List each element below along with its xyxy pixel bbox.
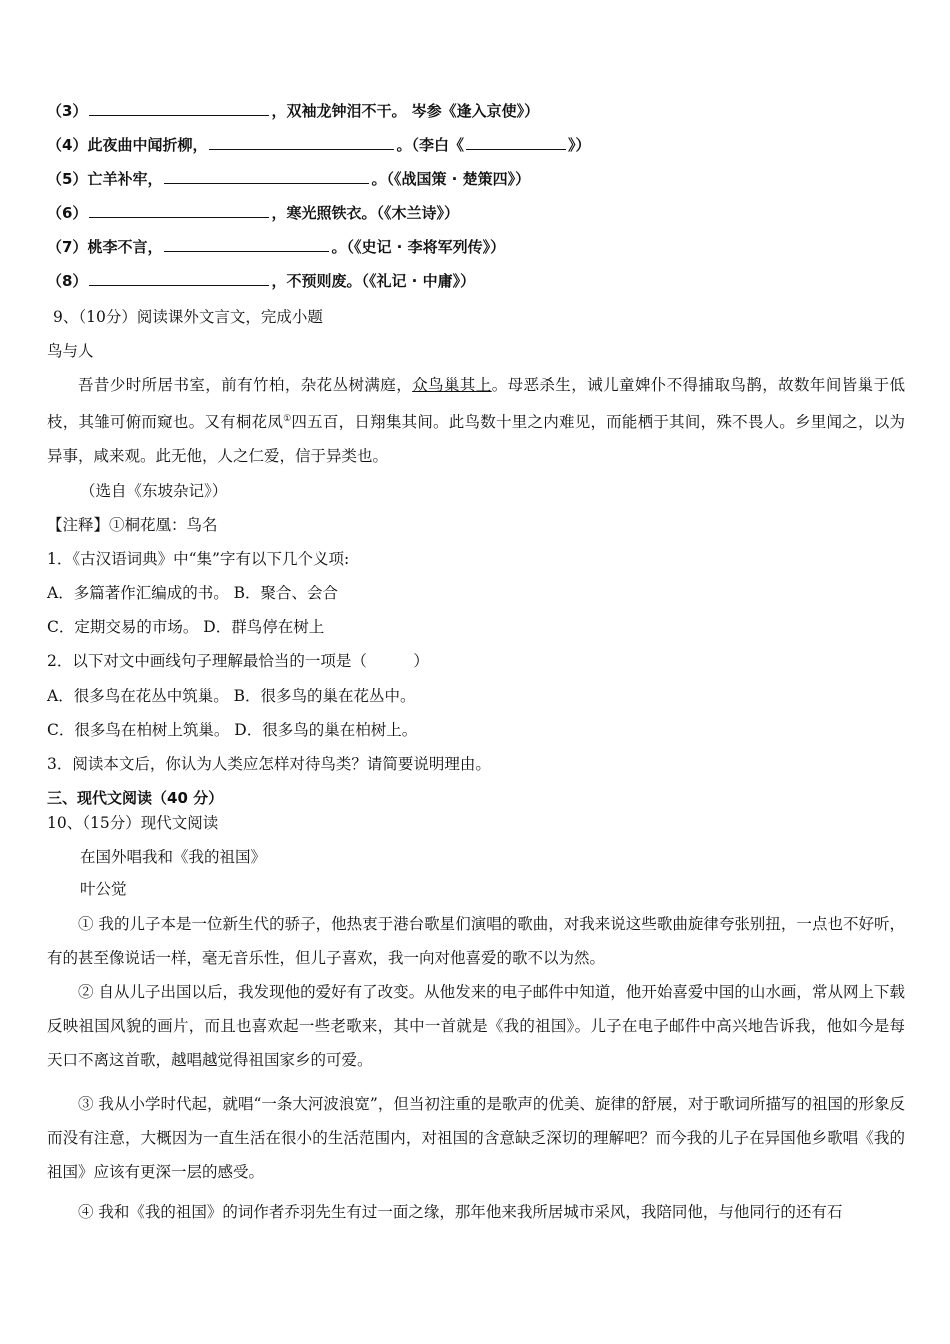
- answer-blank[interactable]: [89, 203, 269, 218]
- item-number: （8）: [47, 272, 88, 290]
- item-text: ，寒光照铁衣。（《木兰诗》）: [271, 204, 459, 222]
- passage-text: 吾昔少时所居书室，前有竹柏，杂花丛树满庭，: [78, 376, 413, 394]
- article-title: 在国外唱我和《我的祖国》: [80, 848, 267, 866]
- item-text: 。（《史记 · 李将军列传》）: [331, 238, 506, 256]
- sub-question-2: 2．以下对文中画线句子理解最恰当的一项是（ ）: [47, 652, 429, 670]
- answer-blank[interactable]: [164, 237, 329, 252]
- item-text: 。（《战国策 · 楚策四》）: [371, 170, 531, 188]
- passage-text: 。母恶杀生，诫儿童婢仆不得捕取鸟鹊，故数年间皆巢于低枝，其雏可俯而窥也。又有桐花凤: [47, 376, 905, 432]
- article-paragraph-4: ④ 我和《我的祖国》的词作者乔羽先生有过一面之缘，那年他来我所居城市采风，我陪同他，与他同行的还有石: [78, 1203, 843, 1221]
- fill-blank-7: [47, 236, 505, 258]
- section-heading: 三、现代文阅读（40 分）: [47, 789, 224, 807]
- item-number: （6）: [47, 204, 88, 222]
- article-paragraph-2: ② 自从儿子出国以后，我发现他的爱好有了改变。从他发来的电子邮件中知道，他开始喜爱中国的山水画，常从网上下载反映祖国风貌的画片，而且也喜欢起一些老歌来，其中一首就是《我的祖国》。儿子在电子邮件中高兴地告诉我，他如今是每天口不离这首歌，越唱越觉得祖国家乡的可爱。: [47, 983, 905, 1069]
- classical-passage: [47, 368, 905, 473]
- fill-blank-8: [47, 270, 475, 292]
- annotation-note: 【注释】①桐花凰：鸟名: [47, 516, 218, 534]
- item-number: （3）: [47, 102, 88, 120]
- options-ab: A．多篇著作汇编成的书。 B．聚合、会合: [47, 584, 339, 602]
- passage-title: 鸟与人: [47, 342, 94, 360]
- question-10-header: 10、（15分）现代文阅读: [47, 814, 219, 832]
- article-paragraph-1: ① 我的儿子本是一位新生代的骄子，他热衷于港台歌星们演唱的歌曲，对我来说这些歌曲旋律夸张别扭，一点也不好听，有的甚至像说话一样，毫无音乐性，但儿子喜欢，我一向对他喜爱的歌不以为然。: [47, 915, 905, 967]
- fill-blank-5: [47, 168, 530, 190]
- answer-blank[interactable]: [209, 135, 394, 150]
- article-paragraph-3: ③ 我从小学时代起，就唱“一条大河波浪宽”，但当初注重的是歌声的优美、旋律的舒展，对于歌词所描写的祖国的形象反而没有注意，大概因为一直生活在很小的生活范围内，对祖国的含意缺乏深切的理解吧？而今我的儿子在异国他乡歌唱《我的祖国》应该有更深一层的感受。: [47, 1095, 905, 1181]
- passage-text: 四五百，日翔集其间。此鸟数十里之内难见，而能栖于其间，殊不畏人。乡里闻之，以为异事，咸来观。此无他，人之仁爱，信于异类也。: [47, 413, 905, 466]
- fill-blank-6: [47, 202, 459, 224]
- item-text: 亡羊补牢，: [87, 170, 163, 188]
- options-cd: C．很多鸟在柏树上筑巢。 D．很多鸟的巢在柏树上。: [47, 721, 418, 739]
- fill-blank-3: [47, 100, 539, 122]
- sub-question-1: 1．《古汉语词典》中“集”字有以下几个义项:: [47, 550, 350, 568]
- article-author: 叶公觉: [80, 880, 127, 898]
- options-cd: C．定期交易的市场。 D．群鸟停在树上: [47, 618, 325, 636]
- answer-blank[interactable]: [89, 101, 269, 116]
- footnote-marker: ①: [283, 414, 292, 424]
- question-9-header: 9、（10分）阅读课外文言文，完成小题: [53, 308, 323, 326]
- item-text: 此夜曲中闻折柳，: [87, 136, 208, 154]
- item-number: （7）: [47, 238, 88, 256]
- answer-blank[interactable]: [89, 271, 269, 286]
- passage-source: （选自《东坡杂记》）: [80, 482, 228, 500]
- sub-question-3: 3．阅读本文后，你认为人类应怎样对待鸟类？请简要说明理由。: [47, 755, 491, 773]
- item-number: （5）: [47, 170, 88, 188]
- item-text: ，不预则废。（《礼记 · 中庸》）: [271, 272, 476, 290]
- item-text: 桃李不言，: [87, 238, 163, 256]
- item-text: 》）: [567, 136, 591, 154]
- underlined-sentence: 众鸟巢其上: [412, 376, 492, 394]
- item-text: ，双袖龙钟泪不干。 岑参《逢入京使》）: [271, 102, 540, 120]
- item-number: （4）: [47, 136, 88, 154]
- item-text: 。（李白《: [396, 136, 464, 154]
- fill-blank-4: [47, 134, 590, 156]
- answer-blank[interactable]: [466, 135, 566, 150]
- answer-blank[interactable]: [164, 169, 369, 184]
- options-ab: A．很多鸟在花丛中筑巢。 B．很多鸟的巢在花丛中。: [47, 687, 416, 705]
